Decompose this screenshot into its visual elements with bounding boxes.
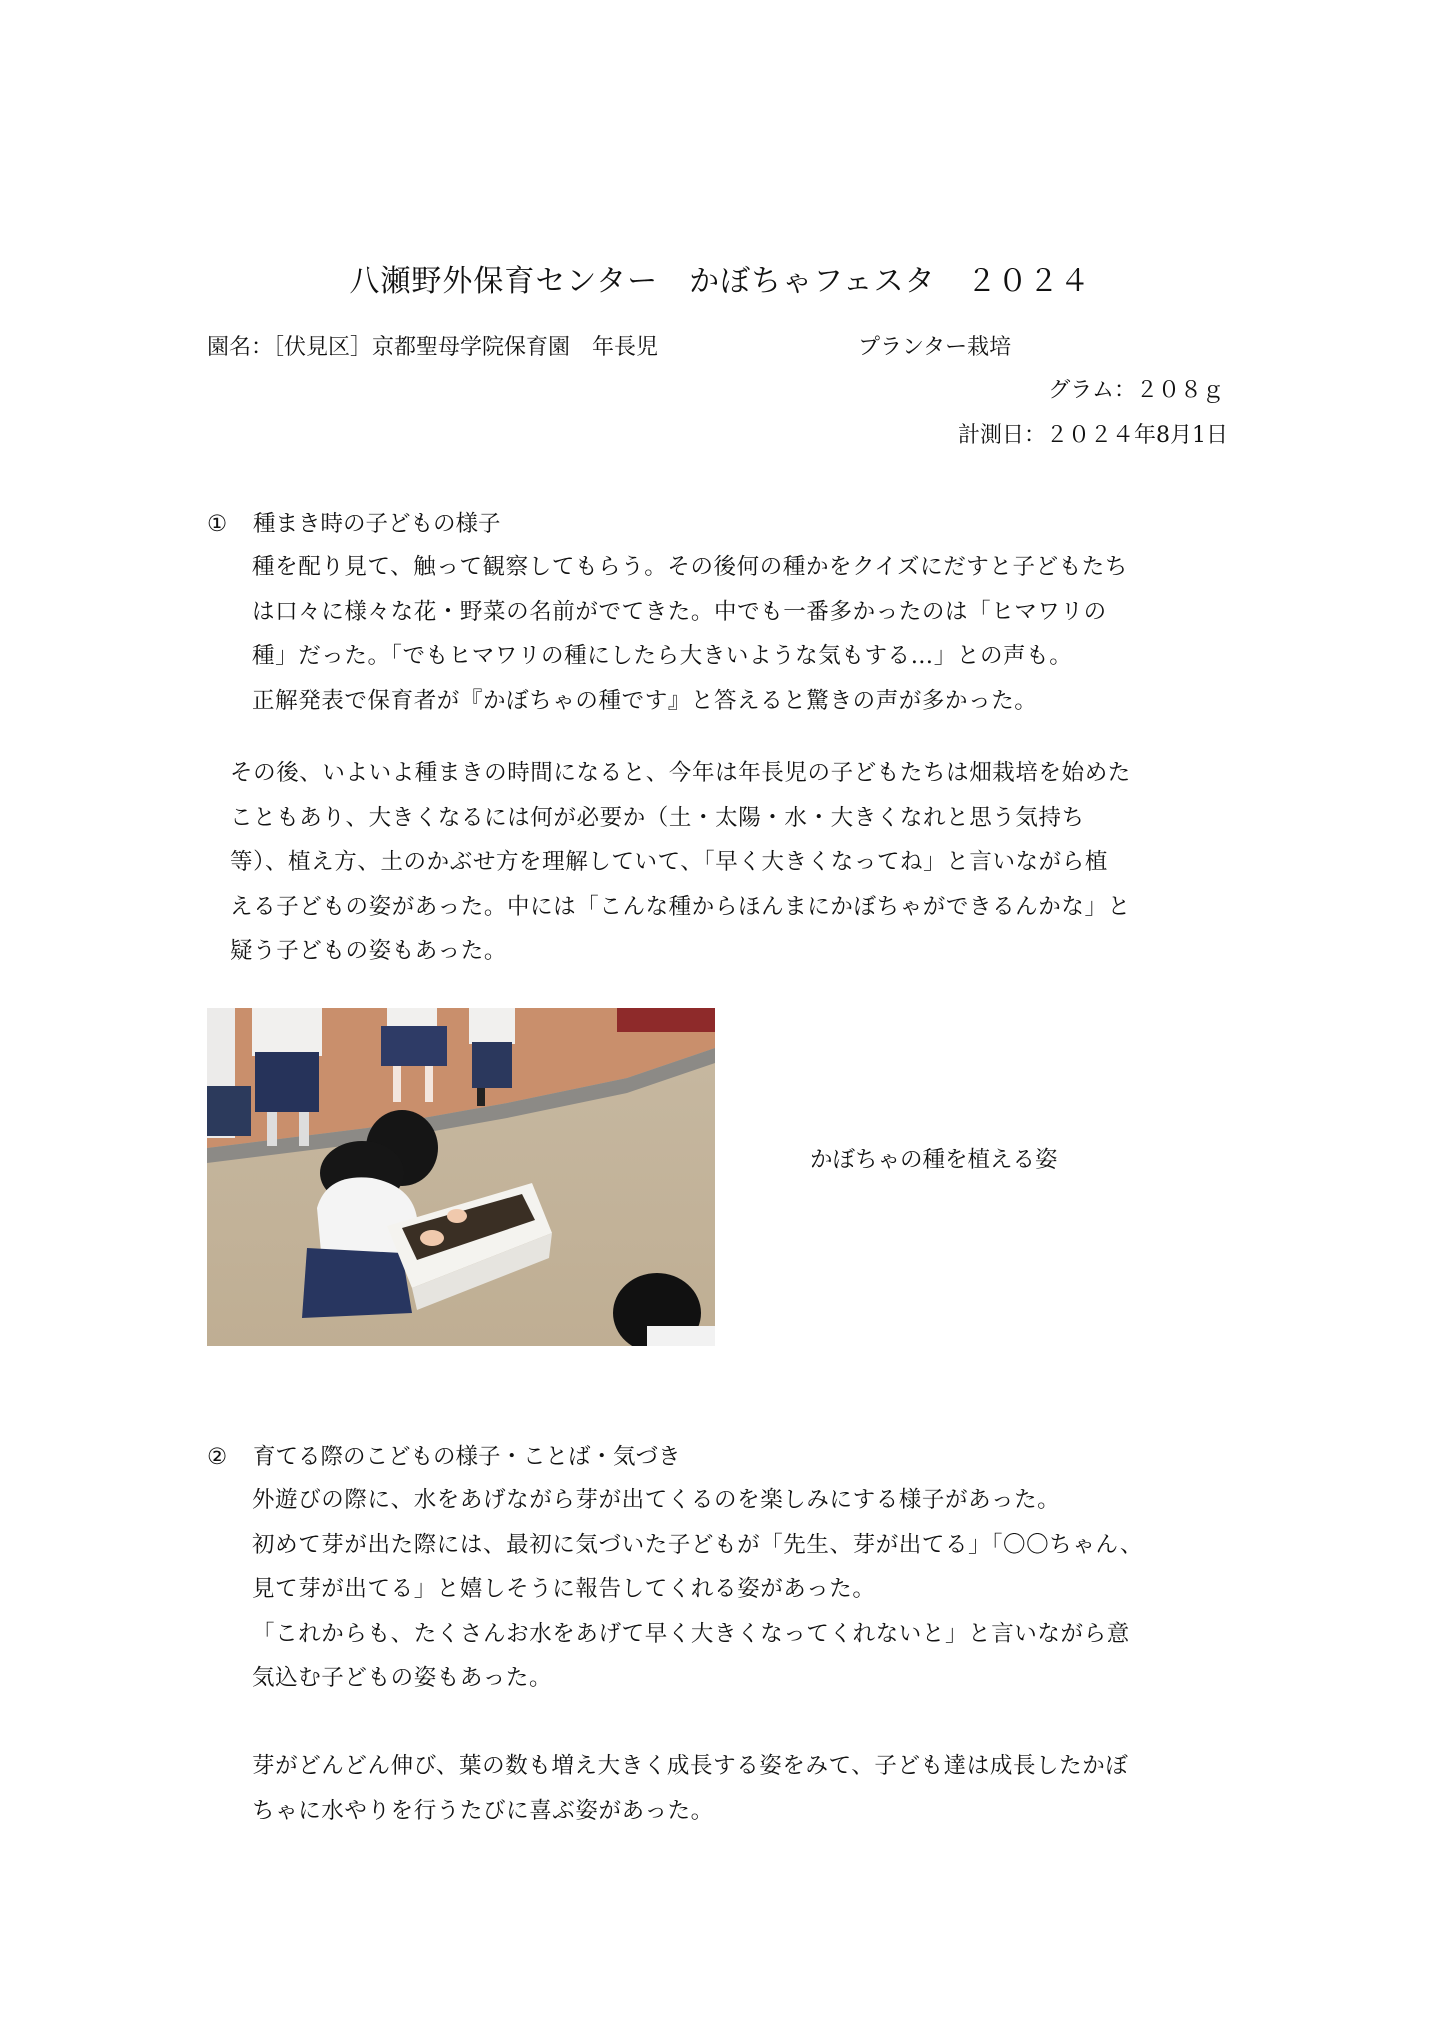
text-line: 見て芽が出てる」と嬉しそうに報告してくれる姿があった。 [252,1576,876,1602]
text-line: ちゃに水やりを行うたびに喜ぶ姿があった。 [252,1797,714,1824]
text-line: 芽がどんどん伸び、葉の数も増え大きく成長する姿をみて、子ども達は成長したかぼ [252,1753,1129,1779]
section2-paragraph-2 [252,1744,1232,1833]
text-line: その後、いよいよ種まきの時間になると、今年は年長児の子どもたちは畑栽培を始めた [230,760,1131,786]
school-name: 園名：［伏見区］京都聖母学院保育園 年長児 [207,335,659,360]
page-title: 八瀬野外保育センター かぼちゃフェスタ ２０２４ [349,264,1091,299]
text-line: こともあり、大きくなるには何が必要か（土・太陽・水・大きくなれと思う気持ち [230,804,1085,831]
section1-paragraph-1 [252,545,1232,723]
measurement-date: 計測日：２０２４年8月1日 [958,423,1228,448]
text-line: 種」だった。「でもヒマワリの種にしたら大きいような気もする…」との声も。 [252,643,1073,669]
section1-number: ① [207,511,228,537]
planting-photo [207,1008,715,1346]
text-line: 種を配り見て、触って観察してもらう。その後何の種かをクイズにだすと子どもたち [252,554,1129,580]
text-line: 外遊びの際に、水をあげながら芽が出てくるのを楽しみにする様子があった。 [252,1487,1061,1513]
section2-title: 育てる際のこどもの様子・ことば・気づき [253,1444,681,1470]
section1-paragraph-2 [230,751,1240,974]
section1-heading [207,509,501,539]
weight-value: グラム：２０８ｇ [1048,378,1224,403]
section2-paragraph-1 [252,1478,1232,1701]
section2-number: ② [207,1444,228,1470]
text-line: は口々に様々な花・野菜の名前がでてきた。中でも一番多かったのは「ヒマワリの [252,598,1107,625]
text-line: 気込む子どもの姿もあった。 [252,1665,553,1691]
text-line: 等）、植え方、土のかぶせ方を理解していて、「早く大きくなってね」と言いながら植 [230,849,1108,875]
text-line: 初めて芽が出た際には、最初に気づいた子どもが「先生、芽が出てる」「〇〇ちゃん、 [252,1531,1144,1558]
section1-title: 種まき時の子どもの様子 [253,511,501,537]
section2-heading [207,1442,681,1472]
text-line: 正解発表で保育者が『かぼちゃの種です』と答えると驚きの声が多かった。 [252,687,1038,714]
text-line: 疑う子どもの姿もあった。 [230,938,507,964]
photo-caption: かぼちゃの種を植える姿 [810,1147,1058,1173]
text-line: える子どもの姿があった。中には「こんな種からほんまにかぼちゃができるんかな」と [230,893,1131,920]
cultivation-method: プランター栽培 [858,335,1012,360]
text-line: 「これからも、たくさんお水をあげて早く大きくなってくれないと」と言いながら意 [252,1620,1130,1647]
